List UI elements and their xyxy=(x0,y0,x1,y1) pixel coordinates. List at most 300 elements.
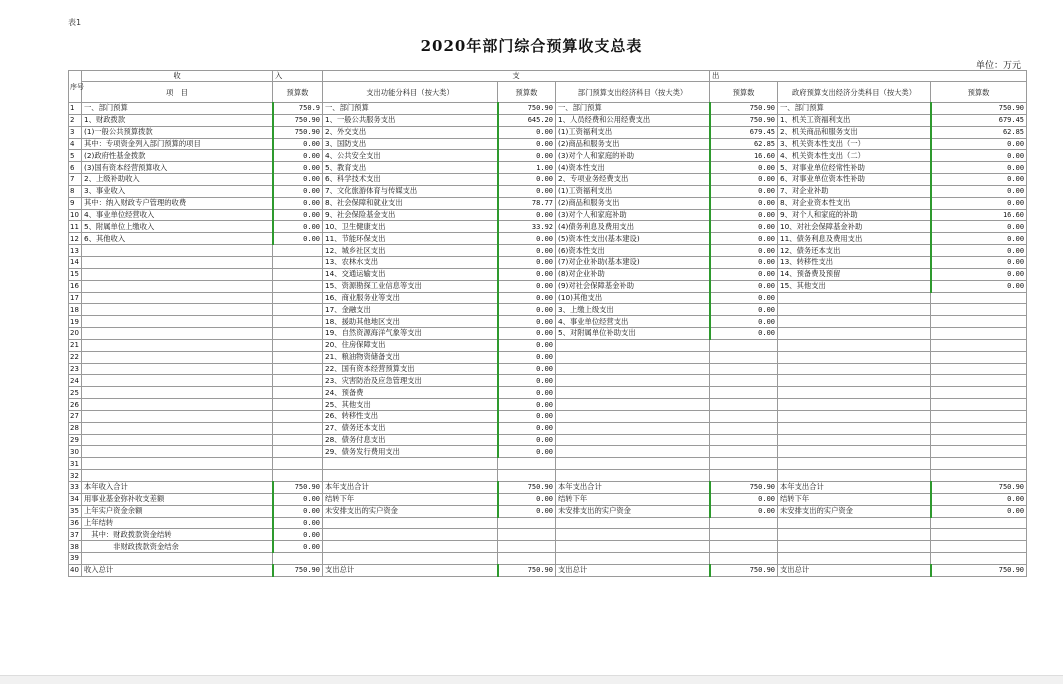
item-cell xyxy=(323,517,498,529)
item-cell: 4、事业单位经营收入 xyxy=(82,209,273,221)
item-cell: 一、部门预算 xyxy=(778,103,931,115)
item-cell xyxy=(778,517,931,529)
row-index: 29 xyxy=(69,434,82,446)
amount-cell xyxy=(273,410,323,422)
table-row xyxy=(69,529,1027,541)
amount-cell xyxy=(273,351,323,363)
item-cell: 3、事业收入 xyxy=(82,185,273,197)
amount-cell xyxy=(273,553,323,565)
amount-cell xyxy=(498,541,556,553)
item-cell xyxy=(556,387,710,399)
item-cell: 上年实户资金余额 xyxy=(82,505,273,517)
amount-cell xyxy=(710,351,778,363)
bottom-bar xyxy=(0,675,1063,684)
row-index: 23 xyxy=(69,363,82,375)
amount-cell xyxy=(931,375,1027,387)
amount-cell xyxy=(931,351,1027,363)
item-cell xyxy=(556,458,710,470)
item-cell xyxy=(556,553,710,565)
row-index: 28 xyxy=(69,422,82,434)
amount-cell: 0.00 xyxy=(710,268,778,280)
amount-cell: 0.00 xyxy=(498,422,556,434)
amount-cell xyxy=(498,517,556,529)
amount-cell: 0.00 xyxy=(931,268,1027,280)
item-cell: (7)对企业补助(基本建设) xyxy=(556,256,710,268)
amount-cell: 750.90 xyxy=(498,103,556,115)
amount-cell xyxy=(931,399,1027,411)
amount-cell: 0.00 xyxy=(710,304,778,316)
item-cell: 22、国有资本经营预算支出 xyxy=(323,363,498,375)
item-cell xyxy=(556,434,710,446)
table-row xyxy=(69,493,1027,505)
item-cell: 2、外交支出 xyxy=(323,126,498,138)
amount-cell xyxy=(273,339,323,351)
item-cell xyxy=(556,517,710,529)
row-index: 10 xyxy=(69,209,82,221)
amount-cell xyxy=(710,387,778,399)
amount-cell xyxy=(710,541,778,553)
table-row xyxy=(69,339,1027,351)
item-cell: 1、人员经费和公用经费支出 xyxy=(556,114,710,126)
amount-cell xyxy=(931,387,1027,399)
row-index: 24 xyxy=(69,375,82,387)
item-cell: 结转下年 xyxy=(778,493,931,505)
amount-cell: 0.00 xyxy=(498,280,556,292)
table-row xyxy=(69,351,1027,363)
item-cell: (2)商品和服务支出 xyxy=(556,197,710,209)
row-index: 6 xyxy=(69,162,82,174)
amount-cell: 78.77 xyxy=(498,197,556,209)
item-cell: 上年结转 xyxy=(82,517,273,529)
amount-cell: 0.00 xyxy=(710,493,778,505)
amount-cell: 0.00 xyxy=(498,304,556,316)
amount-cell xyxy=(273,375,323,387)
amount-cell xyxy=(710,422,778,434)
item-cell: 1、财政拨款 xyxy=(82,114,273,126)
item-cell: 支出总计 xyxy=(778,564,931,576)
amount-cell: 750.90 xyxy=(273,114,323,126)
item-cell: 7、文化旅游体育与传媒支出 xyxy=(323,185,498,197)
item-cell: 5、附属单位上缴收入 xyxy=(82,221,273,233)
amount-cell xyxy=(273,245,323,257)
amount-cell xyxy=(273,328,323,340)
amount-cell: 0.00 xyxy=(498,185,556,197)
item-cell: 本年支出合计 xyxy=(778,482,931,494)
amount-cell: 0.00 xyxy=(710,197,778,209)
amount-cell xyxy=(273,304,323,316)
amount-cell: 0.00 xyxy=(710,162,778,174)
item-cell: 28、债务付息支出 xyxy=(323,434,498,446)
item-cell xyxy=(323,541,498,553)
amount-cell: 0.00 xyxy=(498,316,556,328)
row-index: 5 xyxy=(69,150,82,162)
amount-cell: 16.60 xyxy=(931,209,1027,221)
item-cell: (3)国有资本经营预算收入 xyxy=(82,162,273,174)
amount-cell: 0.00 xyxy=(710,505,778,517)
amount-cell: 0.00 xyxy=(710,185,778,197)
amount-cell: 750.90 xyxy=(273,564,323,576)
table-row xyxy=(69,541,1027,553)
item-cell: 9、社会保险基金支出 xyxy=(323,209,498,221)
expense-group-header: 支 xyxy=(323,71,710,82)
item-cell: 11、债务利息及费用支出 xyxy=(778,233,931,245)
budget-header-2: 预算数 xyxy=(498,82,556,103)
amount-cell: 0.00 xyxy=(273,221,323,233)
item-cell: (3)对个人和家庭补助 xyxy=(556,209,710,221)
amount-cell xyxy=(273,387,323,399)
amount-cell: 750.90 xyxy=(710,114,778,126)
amount-cell: 750.90 xyxy=(710,564,778,576)
item-cell: 12、债务还本支出 xyxy=(778,245,931,257)
row-index: 20 xyxy=(69,328,82,340)
amount-cell: 0.00 xyxy=(498,328,556,340)
amount-cell xyxy=(931,553,1027,565)
item-cell: 一、部门预算 xyxy=(556,103,710,115)
table-row xyxy=(69,209,1027,221)
item-cell: 13、转移性支出 xyxy=(778,256,931,268)
row-index: 19 xyxy=(69,316,82,328)
item-cell xyxy=(323,529,498,541)
amount-cell: 0.00 xyxy=(498,174,556,186)
item-cell xyxy=(778,470,931,482)
item-cell: 其中：专项资金列入部门预算的项目 xyxy=(82,138,273,150)
seq-header: 序号 xyxy=(69,71,82,103)
amount-cell: 0.00 xyxy=(498,339,556,351)
item-cell: 19、自然资源海洋气象等支出 xyxy=(323,328,498,340)
amount-cell: 750.90 xyxy=(498,482,556,494)
item-cell xyxy=(778,422,931,434)
amount-cell xyxy=(931,304,1027,316)
amount-cell xyxy=(273,256,323,268)
amount-cell: 0.00 xyxy=(273,162,323,174)
amount-cell xyxy=(710,470,778,482)
amount-cell: 0.00 xyxy=(498,434,556,446)
amount-cell: 750.90 xyxy=(931,564,1027,576)
table-row xyxy=(69,292,1027,304)
row-index: 1 xyxy=(69,103,82,115)
item-cell xyxy=(778,375,931,387)
amount-cell: 0.00 xyxy=(710,316,778,328)
item-cell: 24、预备费 xyxy=(323,387,498,399)
amount-cell xyxy=(273,292,323,304)
amount-cell: 0.00 xyxy=(931,505,1027,517)
amount-cell: 679.45 xyxy=(931,114,1027,126)
amount-cell xyxy=(710,434,778,446)
item-cell: 15、其他支出 xyxy=(778,280,931,292)
table-row xyxy=(69,505,1027,517)
item-cell: 6、其他收入 xyxy=(82,233,273,245)
item-cell xyxy=(556,375,710,387)
row-index: 32 xyxy=(69,470,82,482)
amount-cell xyxy=(931,363,1027,375)
amount-cell: 0.00 xyxy=(710,328,778,340)
item-cell: 3、国防支出 xyxy=(323,138,498,150)
table-row xyxy=(69,422,1027,434)
unit-label: 单位：万元 xyxy=(975,61,1021,71)
item-cell: 6、科学技术支出 xyxy=(323,174,498,186)
amount-cell: 0.00 xyxy=(498,399,556,411)
item-cell: 2、机关商品和服务支出 xyxy=(778,126,931,138)
item-cell: (5)资本性支出(基本建设) xyxy=(556,233,710,245)
amount-cell: 0.00 xyxy=(273,150,323,162)
row-index: 11 xyxy=(69,221,82,233)
amount-cell xyxy=(273,470,323,482)
amount-cell: 0.00 xyxy=(498,446,556,458)
amount-cell: 750.90 xyxy=(710,482,778,494)
item-cell: 4、机关资本性支出（二） xyxy=(778,150,931,162)
table-row xyxy=(69,126,1027,138)
item-cell xyxy=(82,470,273,482)
row-index: 30 xyxy=(69,446,82,458)
amount-cell xyxy=(710,339,778,351)
item-cell xyxy=(82,553,273,565)
row-index: 15 xyxy=(69,268,82,280)
item-cell xyxy=(556,351,710,363)
amount-cell xyxy=(931,410,1027,422)
item-cell: 一、部门预算 xyxy=(323,103,498,115)
amount-cell xyxy=(931,470,1027,482)
row-index: 4 xyxy=(69,138,82,150)
amount-cell: 0.00 xyxy=(498,150,556,162)
item-cell xyxy=(82,351,273,363)
item-cell: 10、对社会保障基金补助 xyxy=(778,221,931,233)
amount-cell: 750.90 xyxy=(931,103,1027,115)
amount-cell: 0.00 xyxy=(273,505,323,517)
amount-cell: 0.00 xyxy=(498,410,556,422)
item-cell: 14、预备费及预留 xyxy=(778,268,931,280)
item-cell xyxy=(82,434,273,446)
item-cell: 5、教育支出 xyxy=(323,162,498,174)
amount-cell xyxy=(931,517,1027,529)
item-cell xyxy=(778,399,931,411)
row-index: 31 xyxy=(69,458,82,470)
item-cell: 其中：财政拨款资金结转 xyxy=(82,529,273,541)
budget-table xyxy=(68,70,1027,577)
item-cell: (4)债务利息及费用支出 xyxy=(556,221,710,233)
item-cell xyxy=(323,470,498,482)
table-row xyxy=(69,185,1027,197)
item-cell: 27、债务还本支出 xyxy=(323,422,498,434)
item-cell: 结转下年 xyxy=(323,493,498,505)
amount-cell: 62.85 xyxy=(710,138,778,150)
func-class-header: 支出功能分科目（按大类） xyxy=(323,82,498,103)
amount-cell: 750.90 xyxy=(931,482,1027,494)
item-cell: 23、灾害防治及应急管理支出 xyxy=(323,375,498,387)
item-cell: 未安排支出的实户资金 xyxy=(778,505,931,517)
amount-cell: 0.00 xyxy=(931,197,1027,209)
row-index: 27 xyxy=(69,410,82,422)
item-cell xyxy=(82,280,273,292)
amount-cell: 0.00 xyxy=(931,138,1027,150)
amount-cell xyxy=(931,328,1027,340)
amount-cell: 0.00 xyxy=(498,387,556,399)
amount-cell xyxy=(931,434,1027,446)
item-cell xyxy=(323,553,498,565)
amount-cell: 0.00 xyxy=(273,197,323,209)
amount-cell: 750.90 xyxy=(498,564,556,576)
amount-cell xyxy=(710,529,778,541)
amount-cell: 62.85 xyxy=(931,126,1027,138)
amount-cell xyxy=(498,529,556,541)
amount-cell: 0.00 xyxy=(498,375,556,387)
item-cell xyxy=(778,410,931,422)
item-cell: 13、农林水支出 xyxy=(323,256,498,268)
amount-cell: 750.9 xyxy=(273,103,323,115)
amount-cell: 0.00 xyxy=(710,233,778,245)
item-cell: 20、住房保障支出 xyxy=(323,339,498,351)
row-index: 33 xyxy=(69,482,82,494)
income-group-header: 收 xyxy=(82,71,273,82)
item-cell: 2、上级补助收入 xyxy=(82,174,273,186)
item-cell: 结转下年 xyxy=(556,493,710,505)
amount-cell: 0.00 xyxy=(498,505,556,517)
item-cell: 11、节能环保支出 xyxy=(323,233,498,245)
table-row xyxy=(69,387,1027,399)
item-cell xyxy=(82,245,273,257)
item-cell xyxy=(778,541,931,553)
item-cell: 10、卫生健康支出 xyxy=(323,221,498,233)
amount-cell xyxy=(273,399,323,411)
item-cell: 非财政拨款资金结余 xyxy=(82,541,273,553)
row-index: 17 xyxy=(69,292,82,304)
table-row xyxy=(69,458,1027,470)
amount-cell xyxy=(273,280,323,292)
item-cell: (1)工资福利支出 xyxy=(556,126,710,138)
item-cell: (6)资本性支出 xyxy=(556,245,710,257)
item-cell xyxy=(778,292,931,304)
item-cell xyxy=(82,292,273,304)
item-cell: 14、交通运输支出 xyxy=(323,268,498,280)
amount-cell xyxy=(931,422,1027,434)
item-cell xyxy=(82,387,273,399)
row-index: 18 xyxy=(69,304,82,316)
item-cell: 9、对个人和家庭的补助 xyxy=(778,209,931,221)
table-row xyxy=(69,150,1027,162)
table-row xyxy=(69,328,1027,340)
amount-cell: 0.00 xyxy=(273,138,323,150)
amount-cell: 750.90 xyxy=(273,482,323,494)
item-cell xyxy=(82,328,273,340)
row-index: 16 xyxy=(69,280,82,292)
item-cell: 5、对附属单位补助支出 xyxy=(556,328,710,340)
income-group-header-2: 入 xyxy=(273,71,323,82)
amount-cell xyxy=(931,292,1027,304)
amount-cell: 0.00 xyxy=(710,221,778,233)
amount-cell xyxy=(710,553,778,565)
item-cell xyxy=(556,541,710,553)
amount-cell: 0.00 xyxy=(931,162,1027,174)
amount-cell xyxy=(710,517,778,529)
item-cell xyxy=(778,339,931,351)
budget-header-4: 预算数 xyxy=(931,82,1027,103)
row-index: 26 xyxy=(69,399,82,411)
item-cell: 收入总计 xyxy=(82,564,273,576)
item-cell xyxy=(82,375,273,387)
item-cell xyxy=(778,316,931,328)
table-row xyxy=(69,103,1027,115)
table-row xyxy=(69,114,1027,126)
item-cell: 本年支出合计 xyxy=(556,482,710,494)
item-cell xyxy=(556,529,710,541)
amount-cell: 0.00 xyxy=(710,292,778,304)
amount-cell xyxy=(931,529,1027,541)
expense-group-header-2: 出 xyxy=(710,71,1027,82)
amount-cell: 0.00 xyxy=(931,256,1027,268)
amount-cell xyxy=(273,446,323,458)
item-cell xyxy=(82,316,273,328)
item-cell xyxy=(82,268,273,280)
amount-cell xyxy=(931,446,1027,458)
item-cell xyxy=(82,458,273,470)
amount-cell: 1.00 xyxy=(498,162,556,174)
item-cell xyxy=(556,422,710,434)
amount-cell: 0.00 xyxy=(710,174,778,186)
table-row xyxy=(69,410,1027,422)
item-cell: 未安排支出的实户资金 xyxy=(556,505,710,517)
econ-class-header: 部门预算支出经济科目（按大类） xyxy=(556,82,710,103)
item-cell: 12、城乡社区支出 xyxy=(323,245,498,257)
page-title: 2020年部门综合预算收支总表 xyxy=(420,37,643,55)
amount-cell: 16.60 xyxy=(710,150,778,162)
item-cell: 26、转移性支出 xyxy=(323,410,498,422)
item-cell xyxy=(778,363,931,375)
item-cell: (8)对企业补助 xyxy=(556,268,710,280)
amount-cell: 0.00 xyxy=(710,256,778,268)
item-cell: (1)工资福利支出 xyxy=(556,185,710,197)
table-row xyxy=(69,517,1027,529)
amount-cell xyxy=(273,363,323,375)
amount-cell: 0.00 xyxy=(931,174,1027,186)
row-index: 38 xyxy=(69,541,82,553)
amount-cell xyxy=(498,553,556,565)
amount-cell xyxy=(710,363,778,375)
item-cell: (4)资本性支出 xyxy=(556,162,710,174)
item-cell: 用事业基金弥补收支差额 xyxy=(82,493,273,505)
table-row xyxy=(69,375,1027,387)
item-cell: (9)对社会保障基金补助 xyxy=(556,280,710,292)
item-cell: (3)对个人和家庭的补助 xyxy=(556,150,710,162)
item-cell xyxy=(778,458,931,470)
amount-cell: 0.00 xyxy=(931,280,1027,292)
amount-cell xyxy=(710,410,778,422)
table-row xyxy=(69,482,1027,494)
item-cell: 本年支出合计 xyxy=(323,482,498,494)
amount-cell: 0.00 xyxy=(710,280,778,292)
item-cell xyxy=(82,363,273,375)
item-cell: 8、社会保障和就业支出 xyxy=(323,197,498,209)
amount-cell: 0.00 xyxy=(498,209,556,221)
item-cell: 未安排支出的实户资金 xyxy=(323,505,498,517)
amount-cell xyxy=(710,399,778,411)
item-cell: 一、部门预算 xyxy=(82,103,273,115)
amount-cell: 0.00 xyxy=(498,256,556,268)
amount-cell: 0.00 xyxy=(498,493,556,505)
amount-cell: 0.00 xyxy=(931,493,1027,505)
item-cell xyxy=(556,410,710,422)
item-cell xyxy=(82,256,273,268)
item-cell: 其中：纳入财政专户管理的收费 xyxy=(82,197,273,209)
table-row xyxy=(69,197,1027,209)
item-cell: 17、金融支出 xyxy=(323,304,498,316)
row-index: 7 xyxy=(69,174,82,186)
amount-cell: 0.00 xyxy=(498,292,556,304)
item-cell: 3、机关资本性支出（一） xyxy=(778,138,931,150)
item-header: 项 目 xyxy=(82,82,273,103)
table-row xyxy=(69,564,1027,576)
amount-cell xyxy=(273,458,323,470)
amount-cell xyxy=(273,316,323,328)
item-cell xyxy=(556,446,710,458)
